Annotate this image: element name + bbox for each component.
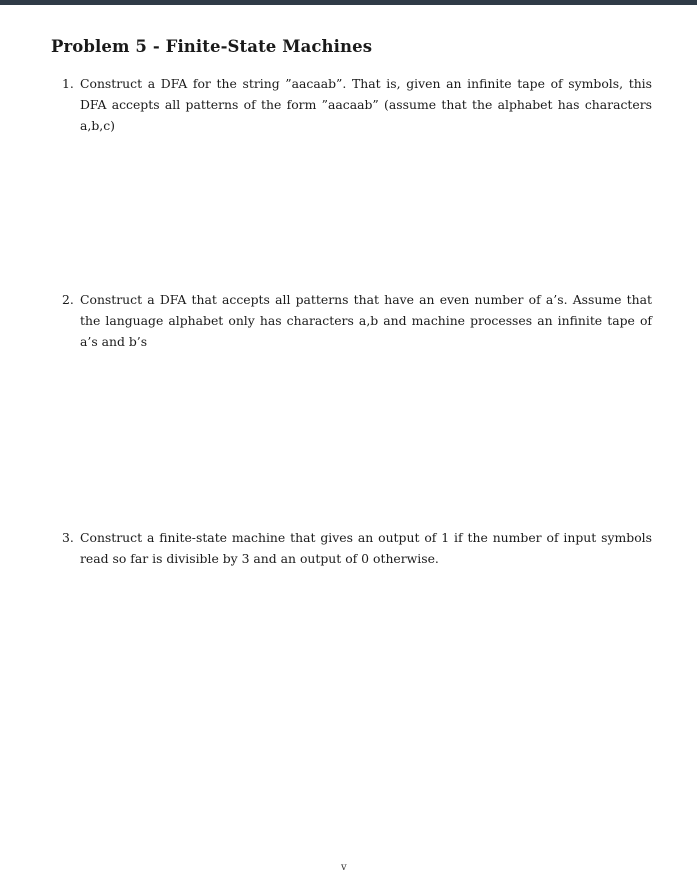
problem-text: Construct a finite-state machine that gives an output of 1 if the number of input symbols read so far is divisible by 3 and an output of 0 otherwise. <box>80 530 652 566</box>
problem-text: Construct a DFA for the string ”aacaab”. That is, given an infinite tape of symbols, this DFA accepts all patterns of the form ”aacaab” (assume that the alphabet has characters a,b,c) <box>80 76 652 133</box>
problem-number: 3. <box>62 530 74 545</box>
problem-number: 1. <box>62 76 74 91</box>
page-footer-mark: v <box>341 862 347 873</box>
problem-item-3 <box>62 527 652 569</box>
problem-number: 2. <box>62 292 74 307</box>
problem-item-2 <box>62 289 652 352</box>
top-border <box>0 0 697 5</box>
problem-text: Construct a DFA that accepts all patterns that have an even number of a’s. Assume that the language alphabet only has characters a,b and machine processes an infinite tape of a’s and b’s <box>80 292 652 349</box>
problem-item-1 <box>62 73 652 136</box>
page-title: Problem 5 - Finite-State Machines <box>51 37 373 56</box>
